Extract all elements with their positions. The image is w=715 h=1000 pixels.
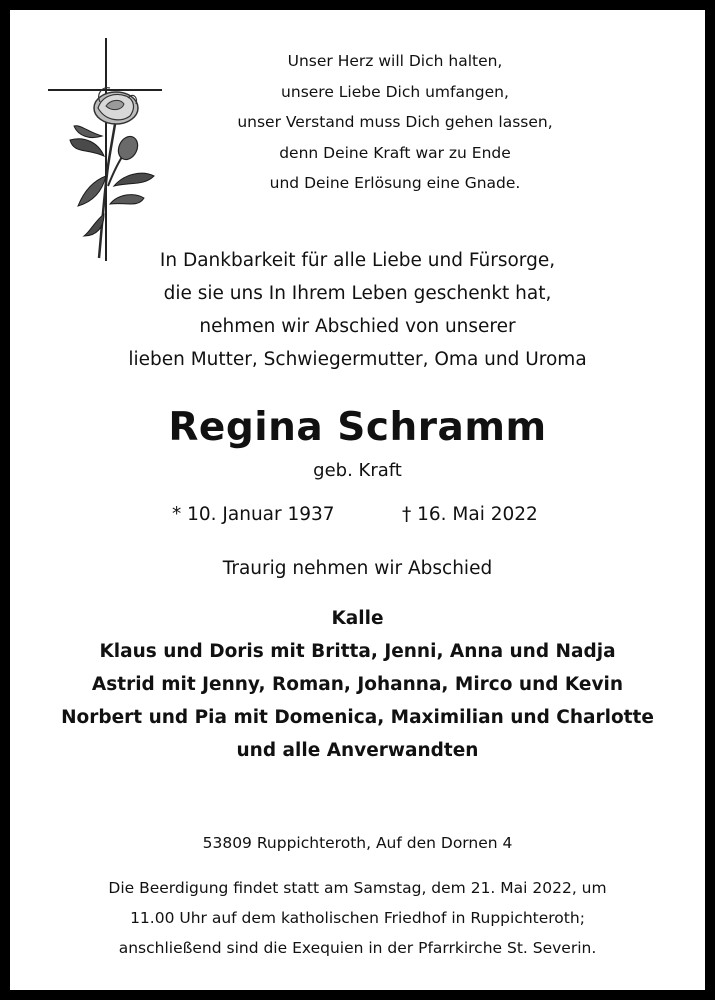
deceased-name: Regina Schramm bbox=[168, 405, 547, 450]
family-line: Norbert und Pia mit Domenica, Maximilian und Charlotte bbox=[61, 707, 654, 728]
address: 53809 Ruppichteroth, Auf den Dornen 4 bbox=[202, 834, 513, 852]
intro-line: die sie uns In Ihrem Leben geschenkt hat, bbox=[163, 283, 552, 304]
intro-line: lieben Mutter, Schwiegermutter, Oma und Uroma bbox=[128, 349, 587, 370]
family-line: Astrid mit Jenny, Roman, Johanna, Mirco und Kevin bbox=[91, 674, 624, 695]
life-dates bbox=[0, 500, 715, 530]
family-line: Klaus und Doris mit Britta, Jenni, Anna und Nadja bbox=[99, 641, 616, 662]
family-line: und alle Anverwandten bbox=[236, 740, 479, 761]
funeral-info bbox=[40, 873, 675, 963]
poem-line: und Deine Erlösung eine Gnade. bbox=[269, 174, 521, 192]
poem-line: Unser Herz will Dich halten, bbox=[287, 52, 503, 70]
mourning-line: Traurig nehmen wir Abschied bbox=[222, 558, 493, 579]
poem-line: unser Verstand muss Dich gehen lassen, bbox=[237, 113, 553, 131]
death-date: † 16. Mai 2022 bbox=[402, 504, 538, 525]
family-list bbox=[30, 602, 685, 767]
family-line: Kalle bbox=[331, 608, 384, 629]
funeral-line: Die Beerdigung findet statt am Samstag, dem 21. Mai 2022, um bbox=[108, 879, 607, 897]
intro-text bbox=[60, 244, 655, 376]
poem-line: unsere Liebe Dich umfangen, bbox=[281, 82, 509, 101]
maiden-name: geb. Kraft bbox=[313, 460, 402, 481]
cross-with-rose-icon bbox=[44, 36, 170, 264]
poem-line: denn Deine Kraft war zu Ende bbox=[279, 143, 511, 162]
intro-line: In Dankbarkeit für alle Liebe und Fürsorge, bbox=[159, 250, 556, 271]
funeral-line: anschließend sind die Exequien in der Pfarrkirche St. Severin. bbox=[118, 939, 597, 957]
poem bbox=[200, 46, 590, 199]
funeral-line: 11.00 Uhr auf dem katholischen Friedhof in Ruppichteroth; bbox=[130, 909, 585, 927]
intro-line: nehmen wir Abschied von unserer bbox=[199, 316, 516, 337]
birth-date: * 10. Januar 1937 bbox=[172, 504, 335, 525]
